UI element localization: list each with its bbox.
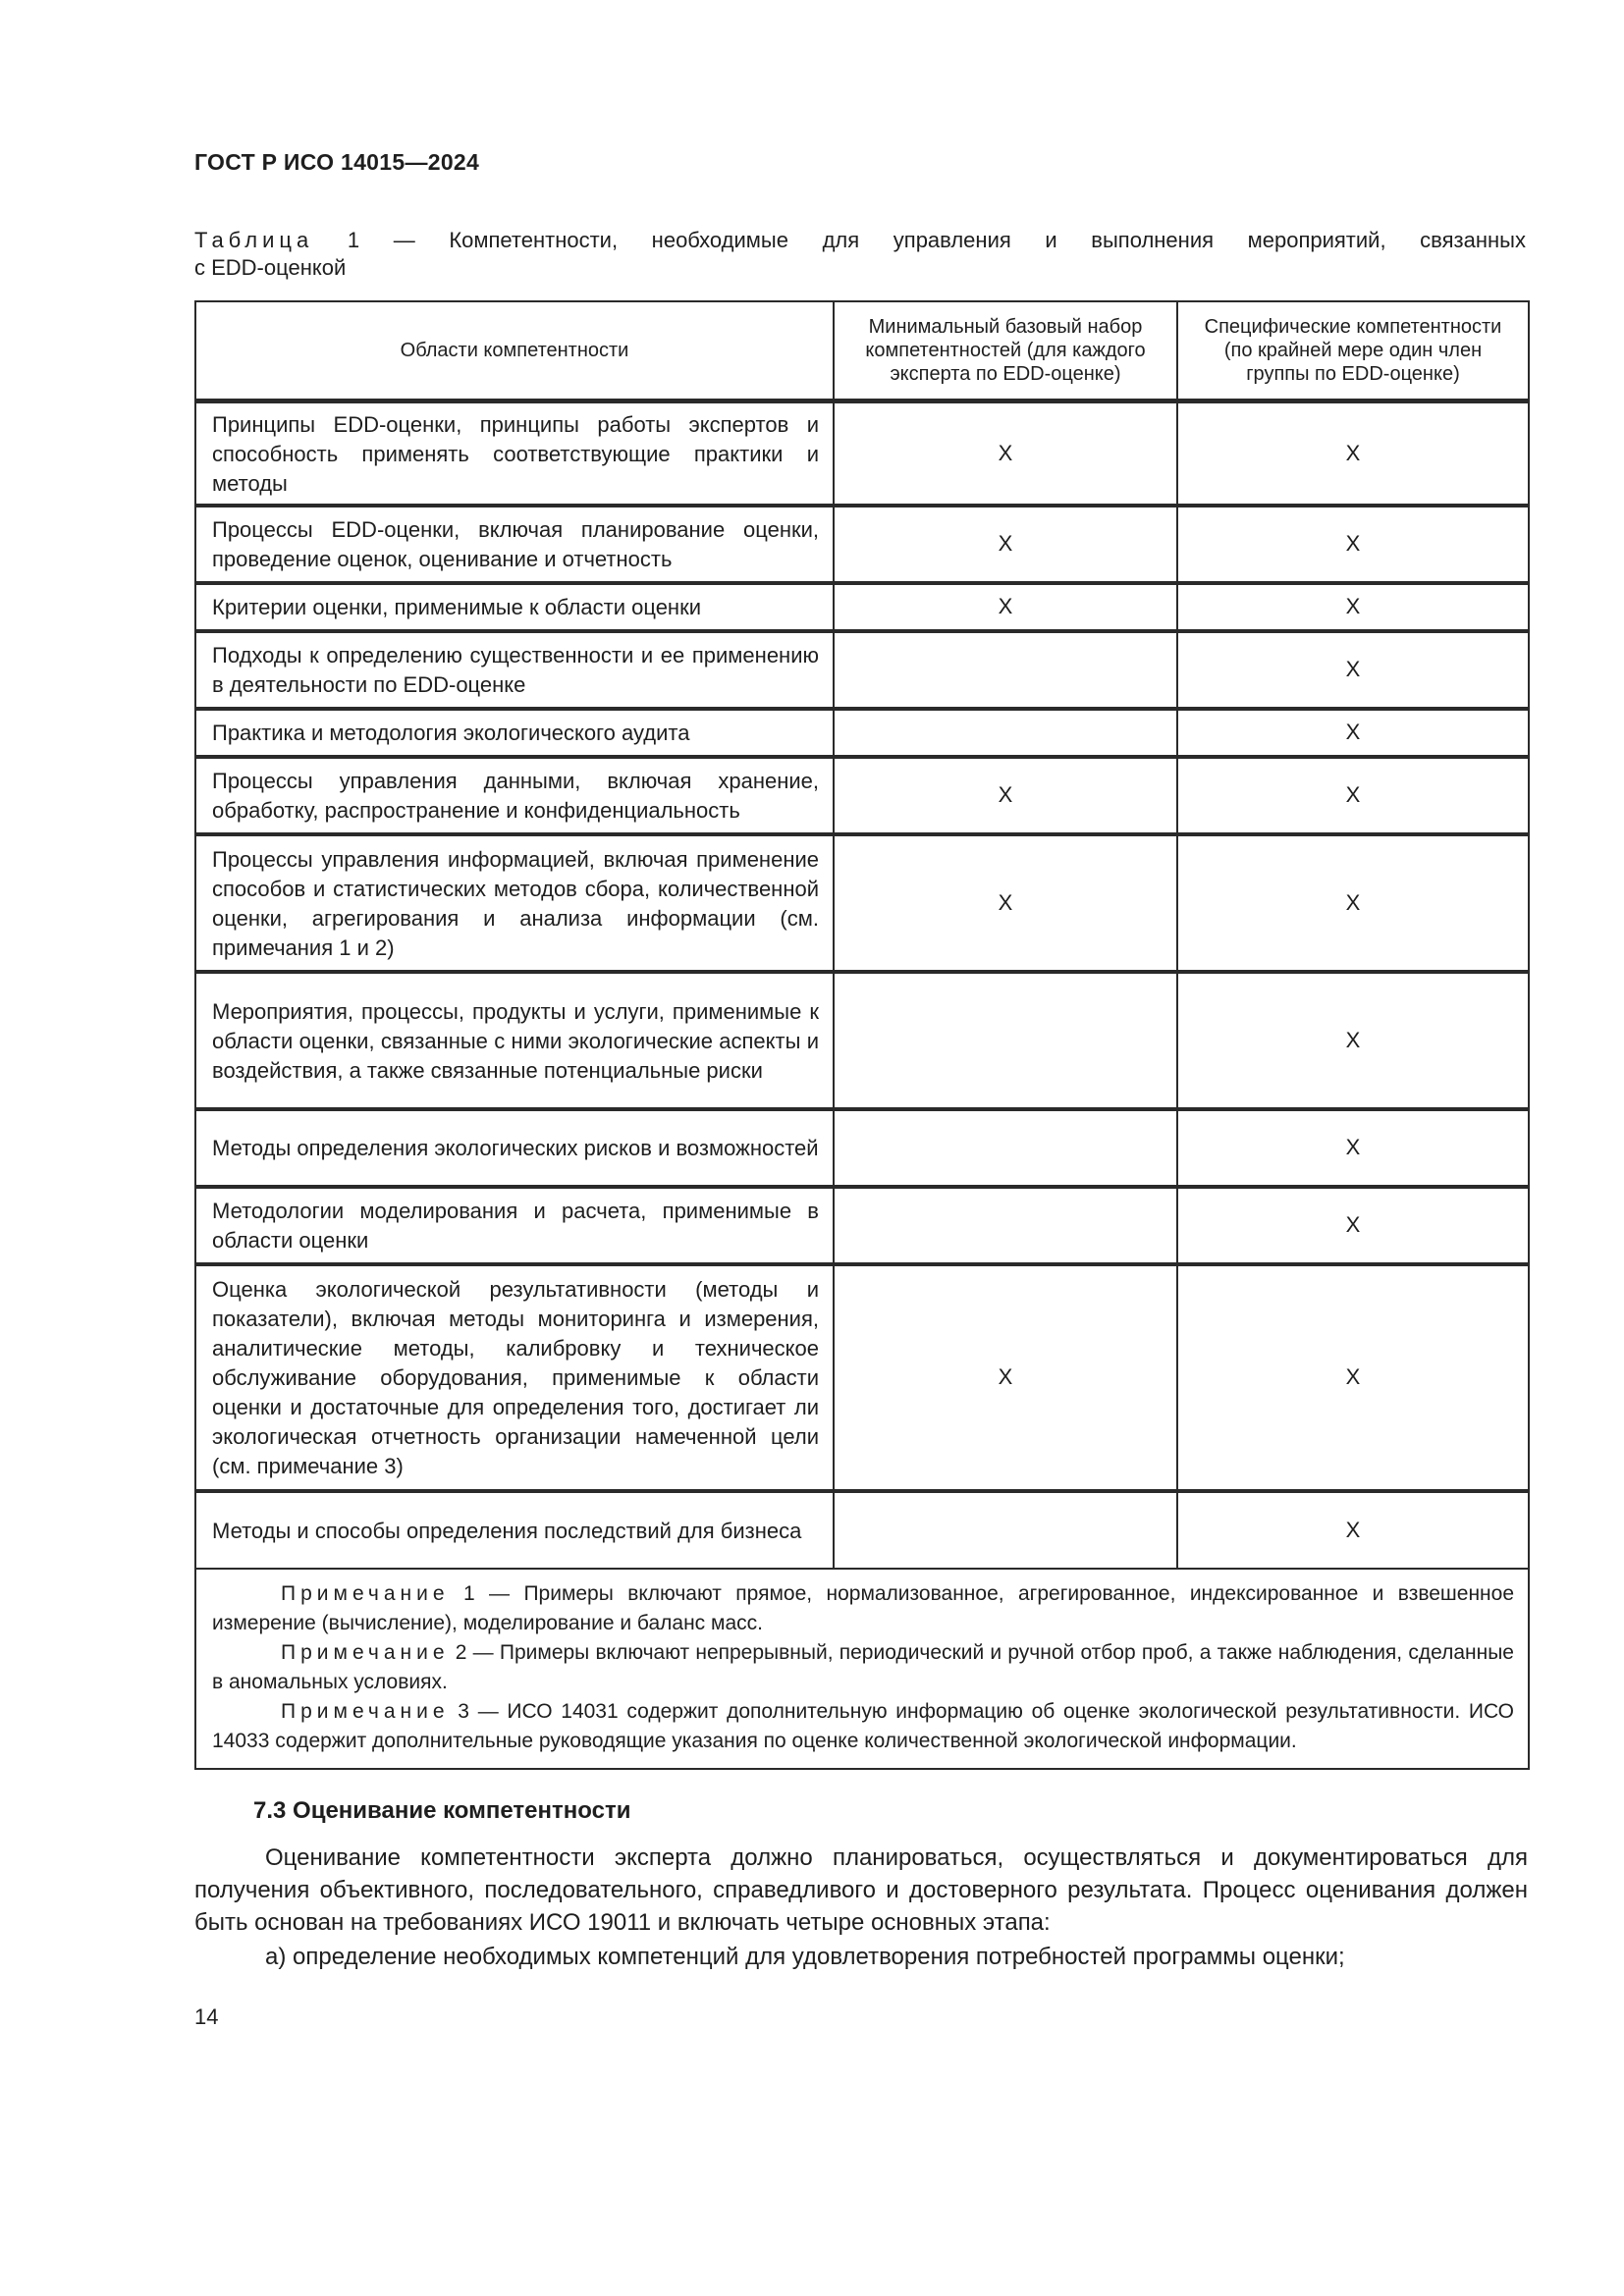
specific-mark-cell: X (1177, 709, 1529, 757)
competence-area-cell: Практика и методология экологического аудита (195, 709, 834, 757)
table-caption (194, 227, 1526, 254)
table-notes-cell (195, 1569, 1529, 1769)
table-row (195, 1109, 1529, 1187)
note-label: Примечание (281, 1699, 450, 1723)
competence-area-cell: Принципы EDD-оценки, принципы работы экспертов и способность применять соответствующие практики и методы (195, 401, 834, 506)
specific-mark-cell: X (1177, 1109, 1529, 1187)
basic-mark-cell (834, 631, 1177, 709)
specific-mark-cell: X (1177, 1264, 1529, 1491)
basic-mark-cell: X (834, 757, 1177, 834)
section-paragraph: Оценивание компетентности эксперта должно планироваться, осуществляться и документироваться для получения объективного, последовательного, справедливого и достоверного результата. Процесс оценивания должен быть основан на требованиях ИСО 19011 и включать четыре основных этапа: (194, 1844, 1528, 1936)
list-item: а) определение необходимых компетенций для удовлетворения потребностей программы оценки; (265, 1944, 1345, 1970)
specific-mark-cell: X (1177, 583, 1529, 631)
table-note (212, 1579, 1514, 1638)
basic-mark-cell (834, 709, 1177, 757)
table-row (195, 709, 1529, 757)
document-header: ГОСТ Р ИСО 14015—2024 (194, 149, 480, 175)
note-text: 2 — Примеры включают непрерывный, периодический и ручной отбор проб, а также наблюдения, сделанные в аномальных условиях. (212, 1640, 1514, 1693)
competence-area-cell: Процессы управления информацией, включая применение способов и статистических методов сбора, количественной оценки, агрегирования и анализа информации (см. примечания 1 и 2) (195, 834, 834, 972)
table-row (195, 757, 1529, 834)
table-header-row (195, 301, 1529, 401)
column-header-area: Области компетентности (195, 301, 834, 401)
column-header-specific: Специфические компетентности (по крайней мере один член группы по EDD-оценке) (1177, 301, 1529, 401)
competence-area-cell: Оценка экологической результативности (методы и показатели), включая методы мониторинга и измерения, аналитические методы, калибровку и техническое обслуживание оборудования, применимые к области оценки и достаточные для определения того, достигает ли экологическая отчетность организации намеченной цели (см. примечание 3) (195, 1264, 834, 1491)
table-note (212, 1638, 1514, 1697)
basic-mark-cell: X (834, 401, 1177, 506)
specific-mark-cell: X (1177, 631, 1529, 709)
competence-area-cell: Критерии оценки, применимые к области оценки (195, 583, 834, 631)
competence-area-cell: Подходы к определению существенности и ее применению в деятельности по EDD-оценке (195, 631, 834, 709)
basic-mark-cell: X (834, 506, 1177, 583)
specific-mark-cell: X (1177, 1491, 1529, 1569)
basic-mark-cell (834, 1109, 1177, 1187)
competence-area-cell: Методы определения экологических рисков и возможностей (195, 1109, 834, 1187)
specific-mark-cell: X (1177, 1187, 1529, 1264)
specific-mark-cell: X (1177, 972, 1529, 1109)
section-title: 7.3 Оценивание компетентности (253, 1797, 631, 1824)
specific-mark-cell: X (1177, 834, 1529, 972)
table-notes-row (195, 1569, 1529, 1769)
specific-mark-cell: X (1177, 757, 1529, 834)
competence-area-cell: Мероприятия, процессы, продукты и услуги, применимые к области оценки, связанные с ними экологические аспекты и воздействия, а также связанные потенциальные риски (195, 972, 834, 1109)
table-row (195, 1187, 1529, 1264)
table-caption-text: 1 — Компетентности, необходимые для управления и выполнения мероприятий, связанных (347, 228, 1526, 252)
competence-area-cell: Методологии моделирования и расчета, применимые в области оценки (195, 1187, 834, 1264)
basic-mark-cell (834, 1187, 1177, 1264)
specific-mark-cell: X (1177, 401, 1529, 506)
note-label: Примечание (281, 1581, 450, 1605)
table-row (195, 506, 1529, 583)
table-row (195, 631, 1529, 709)
competence-area-cell: Процессы управления данными, включая хранение, обработку, распространение и конфиденциальность (195, 757, 834, 834)
basic-mark-cell: X (834, 583, 1177, 631)
table-caption-continued: с EDD-оценкой (194, 255, 347, 280)
table-row (195, 1264, 1529, 1491)
table-row (195, 834, 1529, 972)
note-label: Примечание (281, 1640, 450, 1664)
column-header-basic: Минимальный базовый набор компетентностей (для каждого эксперта по EDD-оценке) (834, 301, 1177, 401)
section-body (194, 1842, 1528, 1939)
table-row (195, 583, 1529, 631)
note-text: 3 — ИСО 14031 содержит дополнительную информацию об оценке экологической результативности. ИСО 14033 содержит дополнительные руководящие указания по оценке количественной экологической информации. (212, 1699, 1515, 1752)
table-note (212, 1697, 1514, 1756)
basic-mark-cell: X (834, 1264, 1177, 1491)
competence-area-cell: Процессы EDD-оценки, включая планирование оценки, проведение оценок, оценивание и отчетность (195, 506, 834, 583)
note-text: 1 — Примеры включают прямое, нормализованное, агрегированное, индексированное и взвешенное измерение (вычисление), моделирование и баланс масс. (212, 1581, 1514, 1634)
basic-mark-cell (834, 972, 1177, 1109)
basic-mark-cell (834, 1491, 1177, 1569)
specific-mark-cell: X (1177, 506, 1529, 583)
page-number: 14 (194, 2004, 219, 2029)
table-row (195, 1491, 1529, 1569)
table-caption-label: Таблица (194, 228, 314, 252)
competence-table (194, 300, 1530, 1770)
table-row (195, 401, 1529, 506)
competence-area-cell: Методы и способы определения последствий для бизнеса (195, 1491, 834, 1569)
table-row (195, 972, 1529, 1109)
basic-mark-cell: X (834, 834, 1177, 972)
